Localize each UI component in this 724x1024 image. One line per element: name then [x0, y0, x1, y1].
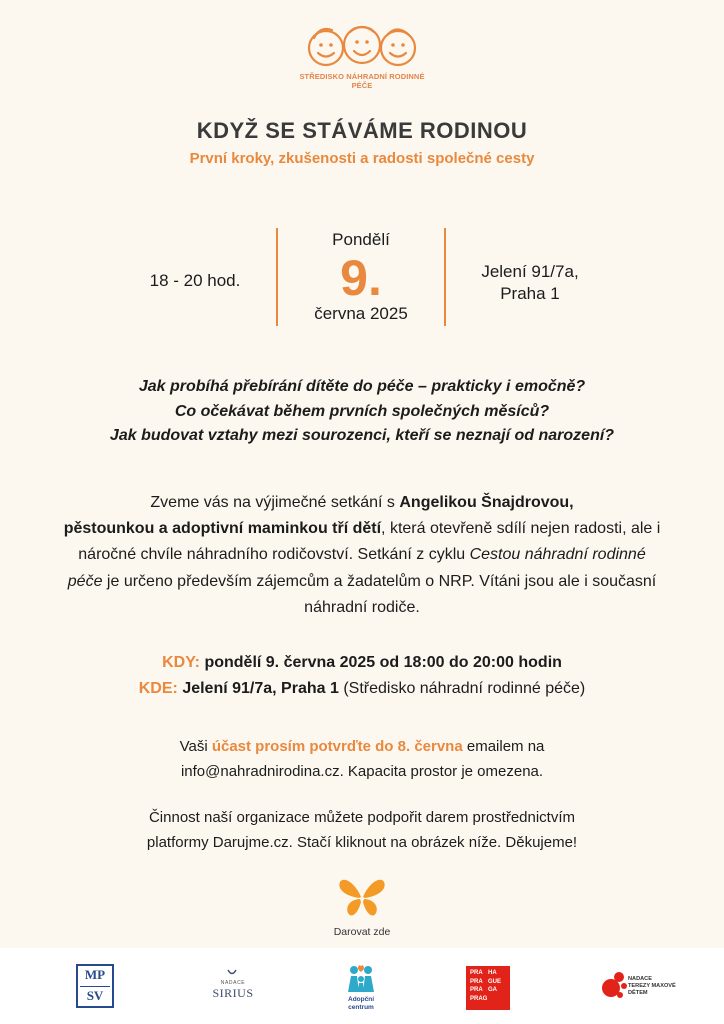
rsvp-suffix: emailem na: [462, 738, 545, 755]
divider-left: [276, 228, 278, 326]
partner-logos: [0, 948, 724, 1024]
donate-button[interactable]: [312, 872, 412, 938]
when-label: KDY:: [162, 654, 200, 671]
guest-role: pěstounkou a adoptivní maminkou tří dětí: [63, 520, 382, 538]
event-time: 18 - 20 hod.: [149, 271, 241, 290]
terezy-line-2: TEREZY MAXOVÉ: [628, 983, 676, 989]
event-date: [280, 228, 442, 324]
organization-logo: [298, 18, 426, 90]
prague-text-item: PRA: [470, 978, 483, 985]
invite-body: , která otevřeně sdílí nejen radosti, ale i náročné chvíle náhradního rodičovství. Setkání z cyklu: [78, 520, 661, 564]
question-item: Co očekávat během prvních společných měsíců?: [174, 402, 550, 420]
mpsv-logo-bottom: SV: [86, 988, 104, 1003]
mpsv-logo: [76, 964, 114, 1008]
where-label: KDE:: [138, 680, 178, 697]
prague-text-item: [488, 995, 506, 1004]
invitation-text: [60, 490, 664, 621]
rsvp-prefix: Vaši: [179, 738, 212, 755]
rsvp-line-1: [0, 734, 724, 759]
terezy-line-1: NADACE: [628, 976, 652, 982]
family-icon: [344, 962, 378, 996]
sirius-logo: [204, 970, 262, 1010]
organization-name: STŘEDISKO NÁHRADNÍ RODINNÉ PÉČE: [299, 72, 425, 90]
where-note: (Středisko náhradní rodinné péče): [343, 680, 586, 697]
donate-label: Darovat zde: [333, 926, 391, 938]
prague-text-item: PRA: [470, 970, 483, 976]
invite-intro: Zveme vás na výjimečné setkání s: [150, 494, 400, 511]
event-month-year: června 2025: [314, 304, 408, 323]
rsvp-line-2: info@nahradnirodina.cz. Kapacita prostor je omezena.: [180, 763, 544, 780]
event-subtitle: První kroky, zkušenosti a radosti společné cesty: [189, 150, 535, 167]
support-line-2: platformy Darujme.cz. Stačí kliknout na obrázek níže. Děkujeme!: [146, 834, 578, 851]
event-title: KDYŽ SE STÁVÁME RODINOU: [196, 118, 528, 143]
when-line: [0, 650, 724, 676]
tereza-maxova-foundation-logo: [600, 970, 692, 1004]
event-place-city: Praha 1: [500, 284, 560, 303]
question-item: Jak budovat vztahy mezi sourozenci, kteří se neznají od narození?: [109, 427, 615, 444]
mpsv-logo-divider: [80, 986, 110, 987]
adoption-center-line-2: centrum: [348, 1003, 374, 1011]
adoption-center-line-1: Adopční: [348, 996, 374, 1003]
prague-text-item: HA: [488, 970, 497, 976]
questions-list: [0, 375, 724, 449]
butterfly-icon: [337, 872, 387, 922]
prague-text-item: GUE: [488, 978, 502, 985]
when-value: pondělí 9. června 2025 od 18:00 do 20:00 hodin: [204, 654, 562, 671]
rsvp-text: [0, 734, 724, 784]
guest-name: Angelikou Šnajdrovou,: [399, 494, 574, 511]
prague-text-item: PRA: [470, 987, 483, 994]
prague-text-item: PRAG: [470, 995, 488, 1002]
event-place-street: Jelení 91/7a,: [481, 262, 579, 281]
support-text: [0, 805, 724, 855]
event-day-number: 9.: [340, 250, 382, 306]
invite-audience: je určeno především zájemcům a žadatelům o NRP. Vítáni jsou ale i současní náhradní rodiče.: [102, 572, 657, 616]
support-line-1: Činnost naší organizace můžete podpořit darem prostřednictvím: [148, 809, 576, 826]
where-line: [0, 676, 724, 702]
rsvp-deadline: účast prosím potvrďte do 8. června: [211, 738, 463, 755]
prague-logo-text: [470, 969, 506, 1003]
question-item: Jak probíhá přebírání dítěte do péče – prakticky i emočně?: [138, 378, 586, 395]
prague-logo: [466, 966, 510, 1010]
tereza-maxova-foundation-text: [628, 976, 676, 997]
sirius-logo-small: NADACE: [220, 980, 246, 986]
event-weekday: Pondělí: [332, 230, 390, 249]
series-name: Cestou náhradní rodinné péče: [67, 546, 646, 590]
sirius-logo-big: SIRIUS: [212, 986, 254, 1000]
red-dots-icon: [600, 970, 628, 1000]
prague-text-item: GA: [488, 987, 497, 994]
event-details: [0, 650, 724, 702]
adoption-center-logo: [336, 962, 386, 1018]
divider-right: [444, 228, 446, 326]
mpsv-logo-top: MP: [84, 967, 106, 982]
where-value: Jelení 91/7a, Praha 1: [182, 680, 339, 697]
star-icon: [226, 968, 238, 978]
terezy-line-3: DĚTEM: [628, 990, 648, 996]
three-faces-icon: [302, 18, 422, 72]
event-place: [450, 261, 610, 305]
